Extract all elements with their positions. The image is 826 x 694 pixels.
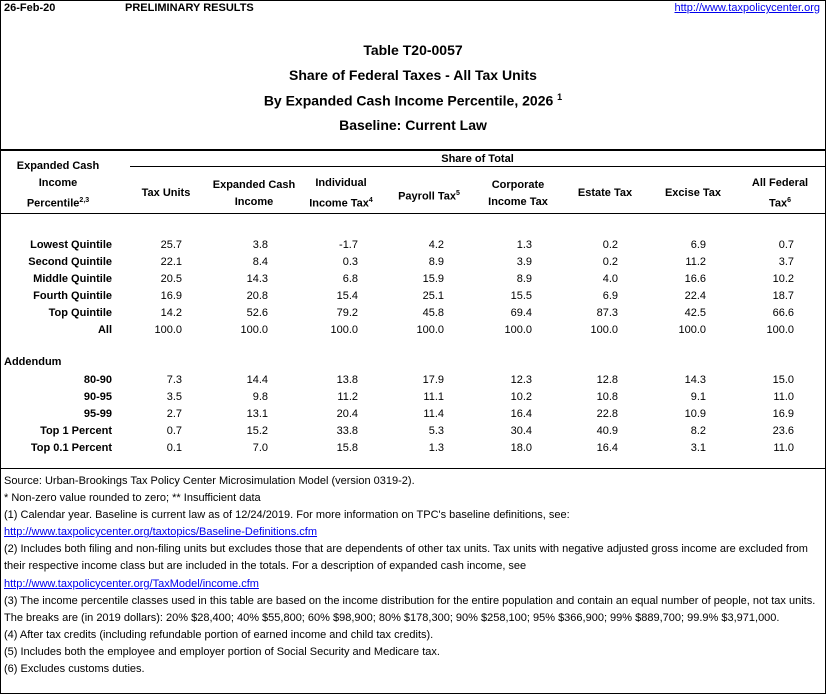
status-label: PRELIMINARY RESULTS xyxy=(125,2,254,14)
table-cell: 3.7 xyxy=(778,256,794,268)
table-cell: 0.7 xyxy=(166,425,182,437)
row-label: All xyxy=(97,324,112,336)
table-number: Table T20-0057 xyxy=(363,42,463,58)
table-cell: 12.3 xyxy=(510,374,532,386)
table-cell: 6.8 xyxy=(342,273,358,285)
table-cell: 6.9 xyxy=(690,239,706,251)
table-cell: 33.8 xyxy=(336,425,358,437)
table-cell: 20.5 xyxy=(160,273,182,285)
income-definition-link[interactable]: http://www.taxpolicycenter.org/TaxModel/income.cfm xyxy=(4,577,259,590)
col-individual-line1: Individual xyxy=(315,177,367,189)
table-row xyxy=(0,423,794,440)
table-cell: 6.9 xyxy=(602,290,618,302)
website-link[interactable] xyxy=(674,2,820,14)
note-5: (5) Includes both the employee and employer portion of Social Security and Medicare tax. xyxy=(4,645,440,658)
table-cell: 20.8 xyxy=(246,290,268,302)
table-cell: 30.4 xyxy=(510,425,532,437)
row-label: 80-90 xyxy=(83,374,112,386)
table-cell: 100.0 xyxy=(240,324,268,336)
table-cell: 20.4 xyxy=(336,408,358,420)
table-cell: 0.7 xyxy=(778,239,794,251)
table-cell: 3.1 xyxy=(690,442,706,454)
row-label: Fourth Quintile xyxy=(33,290,112,302)
col-percentile xyxy=(4,158,112,213)
table-subtitle-note: 1 xyxy=(557,92,563,102)
date-label: 26-Feb-20 xyxy=(4,2,56,14)
table-cell: 22.8 xyxy=(596,408,618,420)
table-cell: 14.3 xyxy=(684,374,706,386)
baseline-label: Baseline: Current Law xyxy=(339,117,487,133)
table-cell: 14.4 xyxy=(246,374,268,386)
table-cell: 16.6 xyxy=(684,273,706,285)
table-cell: 100.0 xyxy=(504,324,532,336)
col-all-federal-line1: All Federal xyxy=(751,177,809,189)
table-row xyxy=(0,288,794,305)
col-all-federal-line2 xyxy=(738,192,822,213)
table-cell: 18.0 xyxy=(510,442,532,454)
table-cell: 15.4 xyxy=(336,290,358,302)
table-cell: 25.1 xyxy=(422,290,444,302)
table-cell: 16.9 xyxy=(772,408,794,420)
col-percentile-line1: Expanded Cash xyxy=(16,160,100,172)
table-cell: 14.2 xyxy=(160,307,182,319)
table-cell: 11.0 xyxy=(773,442,794,454)
table-cell: 18.7 xyxy=(772,290,794,302)
table-cell: 23.6 xyxy=(772,425,794,437)
table-cell: 45.8 xyxy=(422,307,444,319)
col-percentile-note: 2,3 xyxy=(79,197,90,204)
table-cell: 100.0 xyxy=(590,324,618,336)
table-cell: 52.6 xyxy=(246,307,268,319)
table-cell: 10.2 xyxy=(772,273,794,285)
table-row xyxy=(0,440,794,457)
table-cell: 22.1 xyxy=(160,256,182,268)
col-all-federal-note: 6 xyxy=(787,197,792,204)
note-3: (3) The income percentile classes used in this table are based on the income distribution for the entire population and contain an equal number of people, not tax units. The breaks are (in 2019 dollars): 20% $28,400; 40% $55,800; 60% $98,900; 80% $178,300; 90% $258,100; 95% $366,900; 99% $889,700; 99.9% $3,971,000. xyxy=(4,594,816,624)
row-label: 90-95 xyxy=(83,391,112,403)
table-cell: 0.1 xyxy=(166,442,182,454)
table-cell: 2.7 xyxy=(166,408,182,420)
table-cell: 10.8 xyxy=(596,391,618,403)
table-cell: 4.0 xyxy=(602,273,618,285)
col-excise-tax: Excise Tax xyxy=(664,187,722,199)
note-2: (2) Includes both filing and non-filing units but excludes those that are dependents of other tax units. Tax units with negative adjusted gross income are excluded from their respective income class but are included in the totals. For a description of expanded cash income, see xyxy=(4,543,808,573)
header-top-rule xyxy=(1,149,825,151)
col-all-federal-tax xyxy=(738,175,822,213)
header-bottom-rule xyxy=(1,213,825,214)
table-cell: -1.7 xyxy=(339,239,358,251)
table-cell: 0.3 xyxy=(342,256,358,268)
note-legend: * Non-zero value rounded to zero; ** Insufficient data xyxy=(4,492,261,505)
table-cell: 10.2 xyxy=(510,391,532,403)
addendum-label: Addendum xyxy=(4,356,62,368)
share-of-total-rule xyxy=(130,166,825,167)
table-cell: 11.1 xyxy=(423,391,444,403)
table-cell: 3.8 xyxy=(252,239,268,251)
table-cell: 11.2 xyxy=(685,256,706,268)
table-row xyxy=(0,389,794,406)
notes-top-rule xyxy=(1,468,825,469)
table-cell: 66.6 xyxy=(772,307,794,319)
table-cell: 3.5 xyxy=(166,391,182,403)
table-row xyxy=(0,305,794,322)
table-cell: 15.9 xyxy=(422,273,444,285)
table-subtitle-text: By Expanded Cash Income Percentile, 2026 xyxy=(263,92,554,109)
col-individual-note: 4 xyxy=(368,197,373,204)
table-cell: 100.0 xyxy=(154,324,182,336)
table-cell: 5.3 xyxy=(428,425,444,437)
table-cell: 16.9 xyxy=(160,290,182,302)
note-1: (1) Calendar year. Baseline is current law as of 12/24/2019. For more information on TPC's baseline definitions, see: xyxy=(4,509,570,522)
table-cell: 3.9 xyxy=(516,256,532,268)
col-expanded-line1: Expanded Cash xyxy=(212,179,296,191)
notes-section xyxy=(4,473,822,678)
table-cell: 7.0 xyxy=(252,442,268,454)
table-cell: 1.3 xyxy=(516,239,532,251)
col-percentile-text: Percentile xyxy=(26,197,80,210)
table-row xyxy=(0,322,794,339)
table-row xyxy=(0,271,794,288)
row-label: 95-99 xyxy=(83,408,112,420)
table-cell: 100.0 xyxy=(766,324,794,336)
table-row xyxy=(0,254,794,271)
col-tax-units: Tax Units xyxy=(141,187,191,199)
baseline-definitions-link[interactable]: http://www.taxpolicycenter.org/taxtopics/Baseline-Definitions.cfm xyxy=(4,526,318,539)
col-all-federal-text: Tax xyxy=(768,197,788,210)
col-estate-tax: Estate Tax xyxy=(577,187,633,199)
table-cell: 22.4 xyxy=(684,290,706,302)
table-cell: 8.9 xyxy=(516,273,532,285)
table-cell: 8.9 xyxy=(428,256,444,268)
table-cell: 11.0 xyxy=(773,391,794,403)
row-label: Second Quintile xyxy=(28,256,112,268)
row-label: Top 0.1 Percent xyxy=(30,442,112,454)
table-cell: 25.7 xyxy=(160,239,182,251)
table-row xyxy=(0,406,794,423)
table-cell: 8.2 xyxy=(690,425,706,437)
col-corporate-line1: Corporate xyxy=(491,179,545,191)
table-row xyxy=(0,237,794,254)
table-cell: 8.4 xyxy=(252,256,268,268)
table-cell: 13.8 xyxy=(336,374,358,386)
table-cell: 100.0 xyxy=(330,324,358,336)
col-individual-line2 xyxy=(300,192,382,213)
table-cell: 12.8 xyxy=(596,374,618,386)
note-4: (4) After tax credits (including refundable portion of earned income and child tax credits). xyxy=(4,628,434,641)
table-cell: 10.9 xyxy=(684,408,706,420)
table-cell: 1.3 xyxy=(428,442,444,454)
table-cell: 7.3 xyxy=(166,374,182,386)
table-cell: 9.1 xyxy=(690,391,706,403)
row-label: Top 1 Percent xyxy=(40,425,112,437)
row-label: Top Quintile xyxy=(48,307,112,319)
table-cell: 16.4 xyxy=(596,442,618,454)
col-percentile-line3 xyxy=(4,192,112,213)
table-cell: 9.8 xyxy=(252,391,268,403)
note-source: Source: Urban-Brookings Tax Policy Center Microsimulation Model (version 0319-2). xyxy=(4,475,415,487)
table-cell: 15.0 xyxy=(772,374,794,386)
col-payroll-tax xyxy=(388,185,470,206)
table-title: Share of Federal Taxes - All Tax Units xyxy=(289,67,537,83)
table-cell: 11.4 xyxy=(423,408,444,420)
col-expanded-line2: Income xyxy=(234,196,274,208)
table-cell: 100.0 xyxy=(416,324,444,336)
table-cell: 79.2 xyxy=(336,307,358,319)
table-cell: 16.4 xyxy=(510,408,532,420)
col-expanded-income xyxy=(208,177,300,211)
table-row xyxy=(0,372,794,389)
table-cell: 13.1 xyxy=(246,408,268,420)
table-cell: 40.9 xyxy=(596,425,618,437)
col-percentile-line2: Income xyxy=(38,177,78,189)
table-cell: 15.5 xyxy=(510,290,532,302)
addendum-table xyxy=(0,372,794,457)
share-of-total-label: Share of Total xyxy=(441,153,514,165)
table-cell: 15.8 xyxy=(336,442,358,454)
col-corporate-line2: Income Tax xyxy=(488,196,548,208)
row-label: Middle Quintile xyxy=(33,273,112,285)
table-cell: 17.9 xyxy=(422,374,444,386)
table-cell: 4.2 xyxy=(428,239,444,251)
table-cell: 42.5 xyxy=(684,307,706,319)
col-payroll-note: 5 xyxy=(455,190,460,197)
col-payroll-text: Payroll Tax xyxy=(398,190,456,203)
table-cell: 100.0 xyxy=(678,324,706,336)
table-cell: 15.2 xyxy=(246,425,268,437)
table-cell: 0.2 xyxy=(602,239,618,251)
row-label: Lowest Quintile xyxy=(30,239,112,251)
table-subtitle xyxy=(0,92,826,109)
table-cell: 87.3 xyxy=(596,307,618,319)
table-cell: 11.2 xyxy=(337,391,358,403)
col-corporate-income-tax xyxy=(476,177,560,211)
note-6: (6) Excludes customs duties. xyxy=(4,663,145,676)
col-individual-income-tax xyxy=(300,175,382,213)
table-cell: 69.4 xyxy=(510,307,532,319)
main-table xyxy=(0,237,794,339)
website-link-text[interactable]: http://www.taxpolicycenter.org xyxy=(674,2,820,14)
col-individual-text: Income Tax xyxy=(309,197,369,210)
table-cell: 14.3 xyxy=(246,273,268,285)
table-cell: 0.2 xyxy=(602,256,618,268)
